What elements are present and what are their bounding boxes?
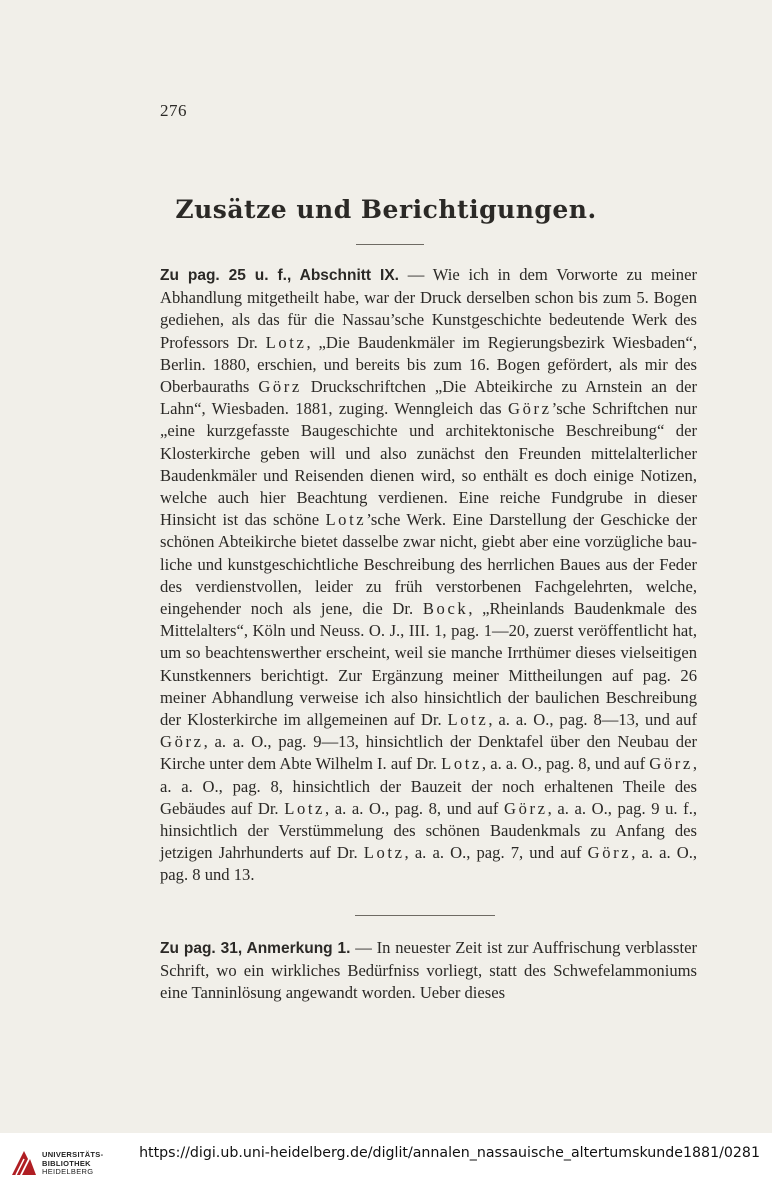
author-name: Bock	[422, 599, 469, 619]
author-name: Görz	[508, 399, 552, 419]
library-name: UNIVERSITÄTS- BIBLIOTHEK HEIDELBERG	[42, 1150, 104, 1176]
section-addendum-ix: Zu pag. 25 u. f., Abschnitt IX. — Wie ich in dem Vorworte zu meiner Abhandlung mitgetheilt habe, war der Druck derselben schon bis zum 5. Bogen gediehen, als das für die Nassau’sche Kunstgeschichte bedeutende Werk des Professors Dr. Lotz, „Die Baudenkmäler im Regierungsbezirk Wiesbaden“, Berlin. 1880, erschien, und bereits bis zum 16. Bogen gefördert, als mir des Oberbauraths Görz Druckschriftchen „Die Abteikirche zu Arnstein an der Lahn“, Wiesbaden. 1881, zuging. Wenngleich das Görz’sche Schriftchen nur „eine kurzgefasste Baugeschichte und architektonische Beschreibung“ der Klosterkirche geben will und also zunächst den Freunden mittelalterlicher Baudenkmäler und Reisenden dienen wird, so enthält es doch einige Notizen, welche auch hier Beachtung verdienen. Eine reiche Fundgrube in dieser Hinsicht ist das schöne Lotz’sche Werk. Eine Darstellung der Geschicke der schönen Abteikirche bietet dasselbe zwar nicht, giebt aber eine vorzügliche bauliche und kunstgeschichtliche Beschreibung des herrlichen Baues aus der Feder des verdienstvollen, leider zu früh verstorbenen Fachgelehrten, welche, eingehender noch als jene, die Dr. Bock, „Rheinlands Baudenkmale des Mittelalters“, Köln und Neuss. O. J., III. 1, pag. 1—20, zuerst veröffentlicht hat, um so beachtenswerther erscheint, weil sie manche Irrthümer dieses vielseitigen Kunstkenners berichtigt. Zur Ergänzung meiner Mittheilungen auf pag. 26 meiner Abhandlung verweise ich also hinsichtlich der baulichen Beschreibung der Klosterkirche im allgemeinen auf Dr. Lotz, a. a. O., pag. 8—13, und auf Görz, a. a. O., pag. 9—13, hinsichtlich der Denktafel über den Neubau der Kirche unter dem Abte Wilhelm I. auf Dr. Lotz, a. a. O., pag. 8, und auf Görz, a. a. O., pag. 8, hinsichtlich der Bauzeit der noch erhaltenen Theile des Gebäudes auf Dr. Lotz, a. a. O., pag. 8, und auf Görz, a. a. O., pag. 9 u. f., hinsichtlich der Verstümmelung des schönen Baudenkmals zu Anfang des jetzigen Jahrhunderts auf Dr. Lotz, a. a. O., pag. 7, und auf Görz, a. a. O., pag. 8 und 13.	[160, 265, 698, 885]
author-name: Lotz	[284, 798, 326, 818]
section-body: — In neuester Zeit ist zur Auffrischung verblasster Schrift, wo ein wirkliches Bedürfniss vorliegt, statt des Schwefelammoniums eine Tanninlösung angewandt worden. Ueber dieses	[160, 938, 697, 1003]
author-name: Görz	[504, 798, 548, 818]
section-divider	[355, 915, 495, 916]
title-rule	[356, 244, 424, 245]
author-name: Görz	[587, 843, 632, 863]
author-name: Lotz	[325, 510, 367, 530]
page-title: Zusätze und Berichtigungen.	[175, 195, 597, 224]
author-name: Lotz	[441, 754, 482, 774]
source-url-link[interactable]: https://digi.ub.uni-heidelberg.de/diglit/annalen_nassauische_altertumskunde1881/0281	[139, 1145, 760, 1161]
author-name: Lotz	[363, 843, 405, 863]
library-crest-icon	[8, 1147, 40, 1179]
author-name: Lotz	[447, 710, 489, 730]
author-name: Görz	[258, 377, 302, 397]
section-lead: Zu pag. 25 u. f., Abschnitt IX.	[160, 267, 399, 284]
page-number: 276	[160, 101, 187, 120]
author-name: Görz	[649, 754, 693, 774]
author-name: Görz	[160, 732, 204, 752]
author-name: Lotz	[265, 332, 307, 352]
section-note-pag-31	[160, 937, 697, 1005]
footer-bar	[0, 1133, 772, 1195]
section-lead: Zu pag. 31, Anmerkung 1.	[160, 940, 351, 957]
